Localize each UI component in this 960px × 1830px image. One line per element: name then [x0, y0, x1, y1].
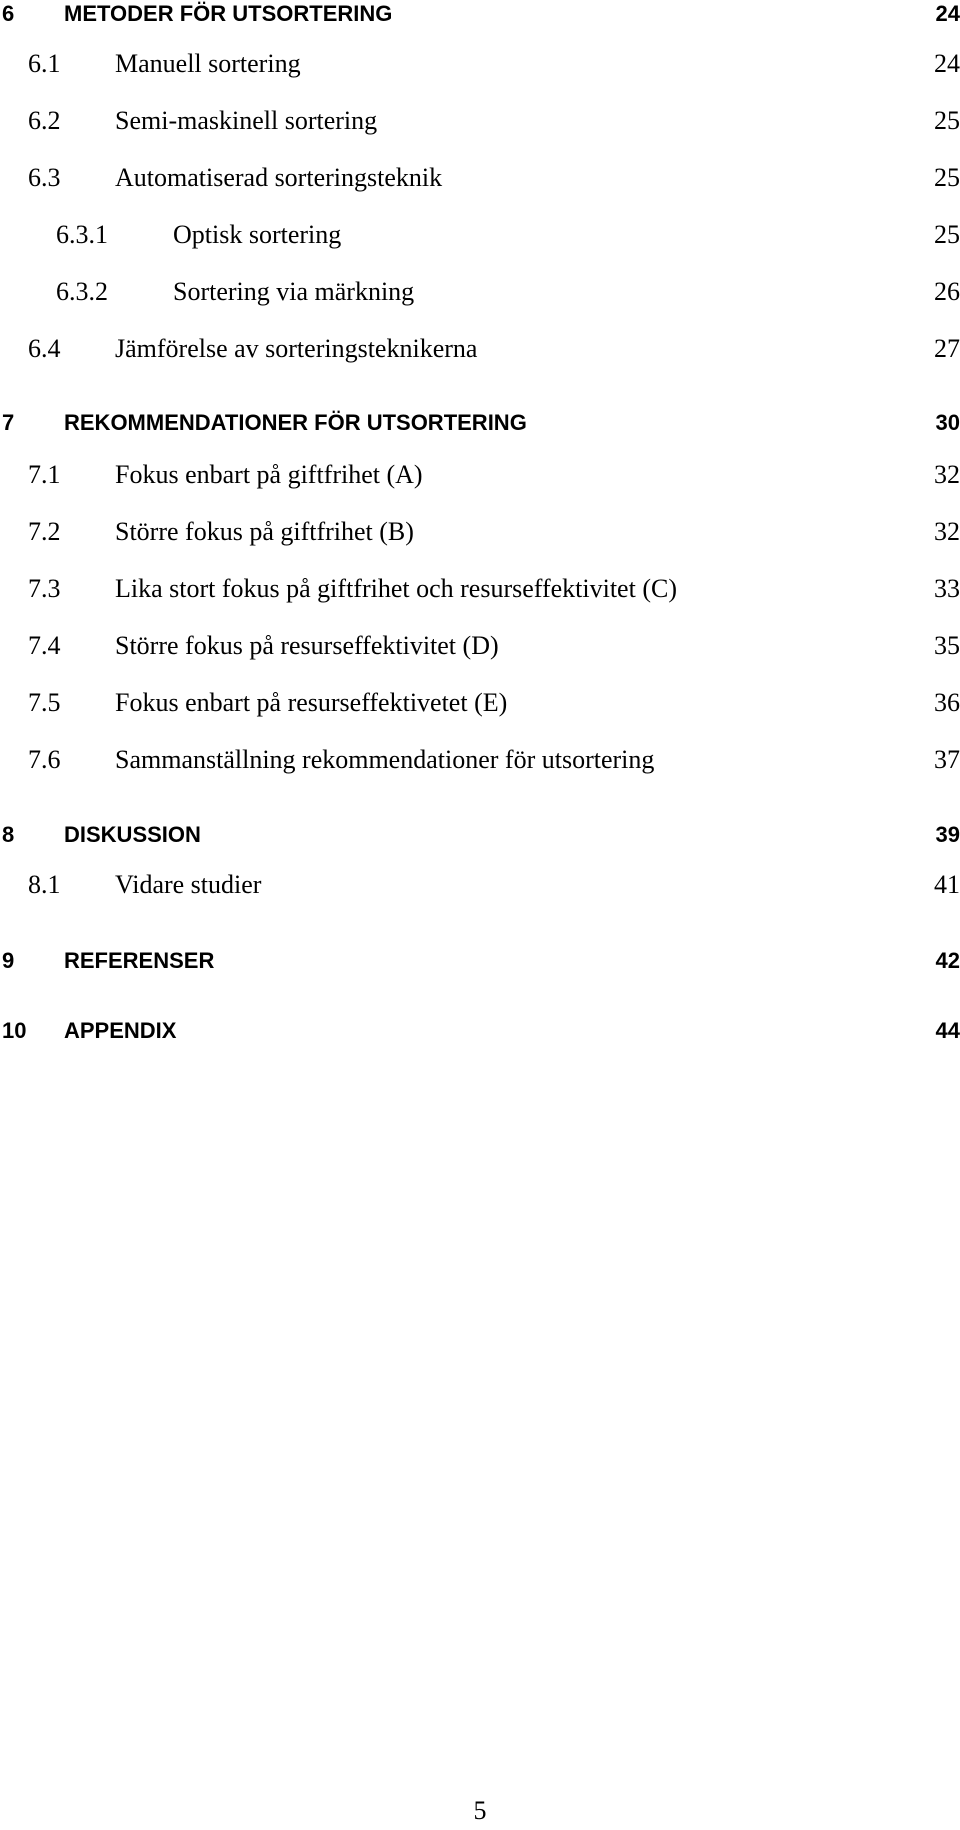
toc-entry-title: Större fokus på giftfrihet (B) [115, 517, 414, 546]
toc-entry-page: 32 [934, 460, 960, 489]
toc-entry-number: 7.3 [28, 574, 61, 603]
toc-entry-page: 32 [934, 517, 960, 546]
toc-entry-section-7-5 [0, 683, 960, 723]
toc-entry-title: REKOMMENDATIONER FÖR UTSORTERING [64, 410, 527, 435]
toc-entry-title: Optisk sortering [173, 220, 342, 249]
toc-entry-title: Sammanställning rekommendationer för utsortering [115, 745, 655, 774]
toc-entry-number: 7.5 [28, 688, 61, 717]
toc-entry-title: Automatiserad sorteringsteknik [115, 163, 443, 192]
toc-entry-page: 24 [935, 1, 960, 26]
toc-entry-page: 33 [934, 574, 960, 603]
toc-entry-title: Semi-maskinell sortering [115, 106, 378, 135]
toc-entry-page: 44 [935, 1018, 960, 1043]
toc-entry-title: Sortering via märkning [173, 277, 415, 306]
toc-entry-number: 6.1 [28, 49, 61, 78]
toc-entry-number: 6.3.1 [56, 220, 108, 249]
toc-entry-section-7-6 [0, 740, 960, 780]
toc-entry-number: 6.4 [28, 334, 61, 363]
toc-entry-chapter-7 [0, 403, 960, 443]
toc-entry-title: Vidare studier [115, 870, 262, 899]
toc-entry-number: 10 [2, 1018, 27, 1043]
toc-entry-number: 6.2 [28, 106, 61, 135]
toc-entry-subsection-6-3-2 [0, 272, 960, 312]
toc-entry-page: 35 [934, 631, 960, 660]
toc-entry-page: 36 [934, 688, 960, 717]
toc-entry-title: DISKUSSION [64, 822, 201, 847]
toc-entry-number: 8.1 [28, 870, 61, 899]
toc-entry-title: Fokus enbart på giftfrihet (A) [115, 460, 423, 489]
toc-entry-section-7-4 [0, 626, 960, 666]
toc-entry-number: 6.3.2 [56, 277, 108, 306]
toc-entry-title: METODER FÖR UTSORTERING [64, 1, 393, 26]
toc-entry-page: 25 [934, 220, 960, 249]
toc-entry-page: 25 [934, 163, 960, 192]
toc-entry-section-6-2 [0, 101, 960, 141]
toc-entry-number: 6 [2, 1, 15, 26]
toc-entry-section-6-3 [0, 158, 960, 198]
toc-entry-number: 9 [2, 948, 15, 973]
toc-entry-title: Större fokus på resurseffektivitet (D) [115, 631, 499, 660]
toc-entry-number: 6.3 [28, 163, 61, 192]
toc-entry-page: 42 [935, 948, 960, 973]
toc-entry-page: 25 [934, 106, 960, 135]
toc-entry-page: 37 [934, 745, 960, 774]
toc-entry-number: 7.4 [28, 631, 61, 660]
toc-entry-chapter-8 [0, 815, 960, 855]
toc-entry-page: 27 [934, 334, 960, 363]
toc-entry-title: Manuell sortering [115, 49, 301, 78]
toc-entry-title: Fokus enbart på resurseffektivetet (E) [115, 688, 508, 717]
toc-entry-number: 7 [2, 410, 15, 435]
toc-entry-chapter-9 [0, 941, 960, 981]
toc-entry-page: 26 [934, 277, 960, 306]
toc-entry-chapter-10 [0, 1011, 960, 1051]
toc-entry-number: 7.1 [28, 460, 61, 489]
toc-entry-page: 30 [935, 410, 960, 435]
toc-entry-page: 39 [935, 822, 960, 847]
toc-entry-title: Lika stort fokus på giftfrihet och resurseffektivitet (C) [115, 574, 677, 603]
toc-entry-section-7-2 [0, 512, 960, 552]
toc-entry-section-8-1 [0, 865, 960, 905]
toc-entry-page: 24 [934, 49, 960, 78]
toc-entry-number: 8 [2, 822, 15, 847]
toc-entry-title: APPENDIX [64, 1018, 177, 1043]
toc-entry-section-7-1 [0, 455, 960, 495]
toc-entry-title: Jämförelse av sorteringsteknikerna [115, 334, 478, 363]
page-number: 5 [473, 1796, 487, 1825]
toc-entry-section-6-1 [0, 44, 960, 84]
toc-entry-number: 7.6 [28, 745, 61, 774]
toc-entry-title: REFERENSER [64, 948, 215, 973]
toc-entry-subsection-6-3-1 [0, 215, 960, 255]
toc-entry-page: 41 [934, 870, 960, 899]
toc-entry-number: 7.2 [28, 517, 61, 546]
toc-entry-section-7-3 [0, 569, 960, 609]
toc-entry-section-6-4 [0, 329, 960, 369]
toc-entry-chapter-6 [0, 0, 960, 34]
